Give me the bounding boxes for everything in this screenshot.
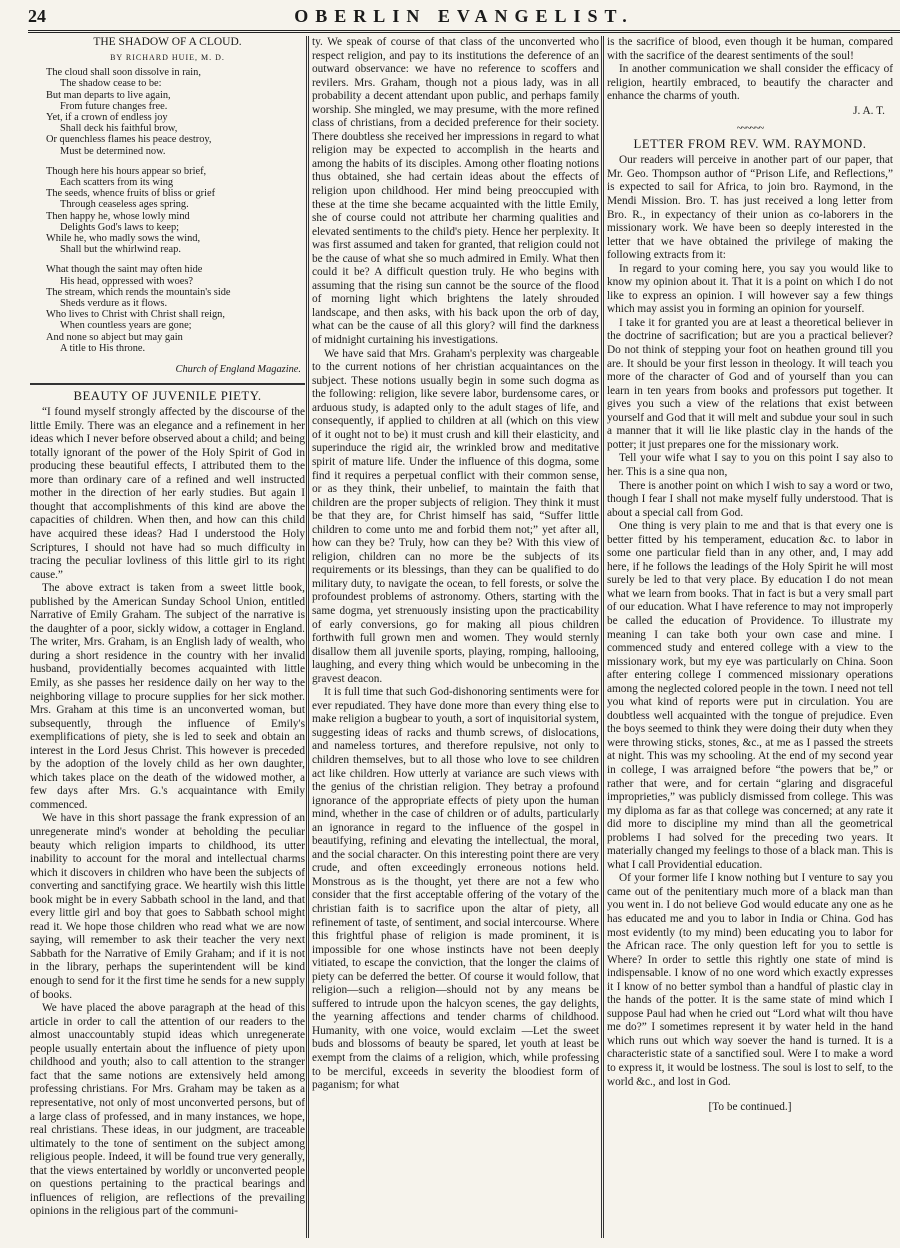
poem-line: And none so abject but may gain — [46, 331, 183, 343]
running-title: OBERLIN EVANGELIST. — [294, 6, 634, 26]
poem-line: The stream, which rends the mountain's side — [46, 286, 231, 298]
paragraph: In another communication we shall consider the efficacy of religion, heartily embraced, to beautify the character and enhance the charms of youth. — [607, 63, 893, 103]
poem-line: Must be determined now. — [60, 145, 166, 157]
poem-line: The seeds, whence fruits of bliss or grief — [46, 188, 216, 200]
poem-title: THE SHADOW OF A CLOUD. — [93, 36, 242, 48]
column-1 — [30, 36, 305, 1238]
poem-line: His head, oppressed with woes? — [60, 275, 194, 287]
poem-source: Church of England Magazine. — [175, 363, 301, 375]
paragraph: ty. We speak of course of that class of the unconverted who respect religion, and pay to its institutions the deference of an outward observance: we have no reference to scoffers and revilers. Mrs. Graham, though not a pious lady, was in all probability a decent attendant upon public, and perhaps family worship. She mingled, we may presume, with the more refined class of christians, from a decided preference for their society. There doubtless she received her impressions in regard to what religion may be expected to accomplish in the hearts and among the habits of its disciples. Among other floating notions thus obtained, she had certain ideas about the effects of religion upon childhood. Her mind being preoccupied with these at the time she became acquainted with the little Emily, she of course could not attribute her charming qualities and elevated sentiments to the child's piety. Hence her perplexity. It was first assumed and taken for granted, that religion could not be the cause of what she so much admired in Emily. What then could it be? A difficult question truly. He who begins with assuming that the rising sun cannot be the source of the flood of morning light which brightens the lately shrouded landscape, and then asks, with his back upon the orb of day, what can be the cause of all this glory? will find the darkness of midnight curtaining his investigations. — [312, 36, 599, 347]
poem-line: But man departs to live again, — [46, 89, 171, 101]
paragraph: It is full time that such God-dishonoring sentiments were for ever repudiated. They have done more than every thing else to make religion a bugbear to youth, a sort of inquisitorial system, suggesting ideas of racks and thumb screws, of dislocations, and nameless tortures, and therefore repulsive, not only to children themselves, but to all those who love to see children act like children. How utterly at variance are such views with the genius of the christian religion. They betray a profound ignorance of the appropriate effects of piety upon the human mind, whether in the case of children or of adults, particularly an ignorance in regard to the influence of the gospel in beautifying, refining and elevating the intellectual, the moral, and the social character. On this interesting point there are very crude, and often exceedingly erroneous notions held. Monstrous as is the thought, yet there are not a few who consider that the first acceptable offering of the votary of the christian faith is to sacrifice upon the altar of piety, all refinement of taste, of sentiment, and social intercourse. Where this frightful phase of religion is made prominent, it is impossible for one whose instincts have not been deeply vitiated, to escape the conviction, that the longer the claims of piety can be deferred the better. Of course it would follow, that religion—such a religion—should not by any means be suffered to intrude upon the halcyon scenes, the gay delights, the yearning affections and tender charms of childhood. Humanity, with one voice, would exclaim —Let the sweet buds and blossoms of beauty be spared, let youth at least be exempt from the claims of a religion, which, while professing to be merciful, exceeds in severity the bloodiest form of paganism; for what — [312, 686, 599, 1092]
poem-line: Shall but the whirlwind reap. — [60, 244, 181, 256]
poem-line: When countless years are gone; — [60, 320, 192, 332]
column-divider — [306, 36, 309, 1238]
top-double-rule — [28, 30, 900, 33]
poem-line: Shall deck his faithful brow, — [60, 123, 178, 135]
signature: J. A. T. — [853, 104, 885, 117]
ornament-divider: ~~~~~~ — [736, 123, 764, 135]
paragraph: In regard to your coming here, you say you would like to know my opinion about it. That it is a point on which I do not like to express an opinion. I will however say a few things which may assist you in forming an opinion for yourself. — [607, 262, 893, 316]
paragraph: Our readers will perceive in another part of our paper, that Mr. Geo. Thompson author of “Prison Life, and Reflections,” is expected to sail for Africa, to join bro. Raymond, in the Mendi Mission. Bro. T. has just received a long letter from Bro. R., in expectancy of their union as co-laborers in the missionary work. We have been so deeply interested in the letter that we have obtained the privilege of making the following extracts from it: — [607, 154, 893, 262]
column-divider — [601, 36, 604, 1238]
paragraph: We have said that Mrs. Graham's perplexity was chargeable to the current notions of her christian acquaintances on the subject. These notions usually begin in some such dogma as the following: religion, like severe labor, burdensome cares, or arduous study, is adapted only to the adult stages of life, and consequently, if applied to children at all (which on this view of it ought not to be) it must crush and kill their elasticity, and superinduce the rigid air, the wrinkled brow and meditative spirit of mature life. Under the influence of this dogma, some find it requires a perpetual conflict with their common sense, or as they think, their unbelief, to maintain the faith that children are the proper subjects of religion. They think it must be that they are, for Christ himself has said, “Suffer little children to come unto me and forbid them not;” yet after all, how can they be? Truly, how can they be? With this view of religion, children can no more be the subjects of its requirements or its blessings, than they can be qualified to do military duty, to navigate the ocean, to fell forests, or solve the profoundest problems of astronomy. Others, starting with the same dogma, yet strenuously insisting upon the practicability of early conversions, go for making all pious children forthwith full grown men and women. They would sternly disallow them all juvenile sports, playing, romping, hallooing, laughing, and every thing which would be unbecoming in the gravest deacon. — [312, 347, 599, 685]
paragraph: is the sacrifice of blood, even though it be human, compared with the sacrifice of the dearest sentiments of the soul! — [607, 36, 893, 62]
paragraph: Of your former life I know nothing but I venture to say you came out of the penitentiary much more of a black man than you went in. I do not believe God would educate any one as he has educated me and you to labor in India or China. God has most evidently (to my mind) been educating you to labor for the African race. The only question left for you to settle is Where? In order to settle this rightly one state of mind is indispensable. I know of no one word which exactly expresses it I know of no better symbol than a handful of plastic clay in the hands of the potter. It is the same state of mind which I suppose Paul had when he cried out “Lord what wilt thou have me do?” I sometimes represent it by water held in the hand which runs out which way soever the hand is turned. It is a characteristic state of a sanctified soul. Were I to make a word to express it, it would be lostness. The soul is lost to self, to the world &c., and lost in God. — [607, 872, 893, 1088]
poem-line: From future changes free. — [60, 100, 168, 112]
paragraph: One thing is very plain to me and that is that every one is better fitted by his temperament, education &c. to labor in some one particular field than in any other, and, I may add here, if he follows the leadings of the Holy Spirit he will most surely be led to that very place. By education I do not mean what we learn from books. That in fact is but a very small part of our education. What I have reference to may not improperly be called the education of Providence. To illustrate my meaning I can take both your own case and mine. I commenced study and entered college with a view to the missionary work, but my eye was particularly on China. Soon after entering college I commenced missionary operations among the neglected colored people in the town. I need not tell you what kind of reports were put in circulation. You are doubtless well acquainted with the tongue of prejudice. Even the boys seemed to think they were doing their duty when they were throwing sticks, stones, &c., at me as I passed the streets at night. This was my schooling. At the end of my second year in college, I was arraigned before “the powers that be,” or rather that were, and for certain “glaring and disgraceful improprieties,” was publicly dismissed from college. This was my diploma as far as that college was concerned; at any rate it did more to discipline my mind than all the geometrical problems I had solved for the preceding two years. It materially changed my feelings to those of a black man. This is what I call Providential education. — [607, 520, 893, 871]
article-title: LETTER FROM REV. WM. RAYMOND. — [633, 136, 867, 151]
poem-line: Each scatters from its wing — [60, 176, 174, 188]
continued-note: [To be continued.] — [708, 1101, 792, 1114]
poem-line: Or quenchless flames his peace destroy, — [46, 134, 212, 146]
poem-line: Delights God's laws to keep; — [60, 221, 180, 233]
article-title: BEAUTY OF JUVENILE PIETY. — [73, 388, 262, 403]
poem-line: Who lives to Christ with Christ shall reign, — [46, 309, 225, 321]
poem-stanza — [46, 67, 305, 157]
paragraph: Tell your wife what I say to you on this point I say also to her. This is a sine qua non, — [607, 452, 893, 478]
paragraph: We have placed the above paragraph at the head of this article in order to call the attention of our readers to the almost unaccountably stupid ideas which unregenerate people usually entertain about the influence of piety upon childhood and youth; also to call attention to the stranger fact that the same notions are extensively held among professing christians. For Mrs. Graham may be taken as a representative, not only of most unconverted persons, but of a large class of professed, and in many instances, we hope, real christians. These ideas, in our judgment, are traceable ultimately to the tone of sentiment on the subject among religious people. Indeed, it will be found true very generally, that the views entertained by worldly or unconverted people on questions pertaining to the practical bearings and influences of religion, are reflections of the prevailing opinions in the religious part of the communi- — [30, 1002, 305, 1218]
poem-line: Though here his hours appear so brief, — [46, 165, 207, 177]
poem-line: A title to His throne. — [60, 342, 146, 354]
section-rule — [30, 383, 305, 385]
column-2 — [312, 36, 599, 1238]
poem-line: What though the saint may often hide — [46, 264, 203, 276]
poem-stanza — [46, 264, 305, 354]
paragraph: There is another point on which I wish to say a word or two, though I fear I shall not make myself fully understood. That is about a special call from God. — [607, 479, 893, 519]
page-number: 24 — [28, 6, 46, 26]
poem-line: The cloud shall soon dissolve in rain, — [46, 67, 201, 79]
poem-line: Through ceaseless ages spring. — [60, 199, 189, 211]
masthead — [28, 6, 900, 30]
poem-line: Then happy he, whose lowly mind — [46, 210, 190, 222]
poem-byline: BY RICHARD HUIE, M. D. — [110, 52, 225, 62]
poem-line: The shadow cease to be: — [60, 78, 162, 90]
paragraph: The above extract is taken from a sweet little book, published by the American Sunday School Union, entitled Narrative of Emily Graham. The subject of the narrative is the daughter of a poor, sickly widow, a cottager in England. The writer, Mrs. Graham, is an English lady of wealth, who during a short residence in the country with her invalid husband, providentially becomes acquainted with little Emily, as she passes her residence daily on her way to the neighboring village to procure supplies for her sick mother. Mrs. Graham at this time is an unconverted woman, but subsequently, through the influence of Emily's exemplifications of piety, she is led to seek and obtain an interest in the Lord Jesus Christ. This however is preceded by the adoption of the lovely child as her own daughter, which takes place on the death of the widowed mother, a few days after Mrs. G.'s acquaintance with Emily commenced. — [30, 582, 305, 811]
poem-line: Sheds verdure as it flows. — [60, 297, 168, 309]
column-3 — [607, 36, 893, 1238]
poem-line: While he, who madly sows the wind, — [46, 232, 201, 244]
paragraph: I take it for granted you are at least a theoretical believer in the doctrine of sacrification; but are you a practical believer? Do not think of stepping your foot on heathen ground till you are. It should be your first lesson in theology. It will teach you more of the character of God and of yourself than you can learn in ten years from books and professors put together. It gives you such a view of the relations that exist between yourself and God that it will melt and subdue your soul in such a manner that it will lie like plastic clay in the hands of the potter; it just prepares one for the missionary work. — [607, 316, 893, 451]
poem-line: Yet, if a crown of endless joy — [46, 111, 168, 123]
poem-stanza — [46, 166, 305, 256]
paragraph: We have in this short passage the frank expression of an unregenerate mind's wonder at beholding the peculiar beauty which religion imparts to childhood, its utter inability to account for the moral and intellectual charms which it discovers in children who have been the subjects of converting and sanctifying grace. We heartily wish this little book might be in every Sabbath school in the land, and that every little girl and boy that goes to Sabbath school might read it. We hope those children who read what we are now saying, will remember to ask their teacher the very next Sabbath for the Narrative of Emily Graham; and if it is not in the library, perhaps the superintendent will be kind enough to send for it the first time he sends for a new supply of books. — [30, 812, 305, 1001]
paragraph: “I found myself strongly affected by the discourse of the little Emily. There was an elegance and a refinement in her ideas which I never before observed about a child; and being totally ignorant of the power of the Holy Spirit of God in producing these beautiful effects, I attributed them to the more than ordinary care of a refined and well instructed mother in the direction of her early studies. But again I thought that accomplishments of this kind are above the capacities of children. When then, and how can this child have acquired these ideas? Had I understood the Holy Scriptures, I should not have had so much difficulty in tracing the peculiar lovliness of this little girl to its right cause.” — [30, 406, 305, 581]
